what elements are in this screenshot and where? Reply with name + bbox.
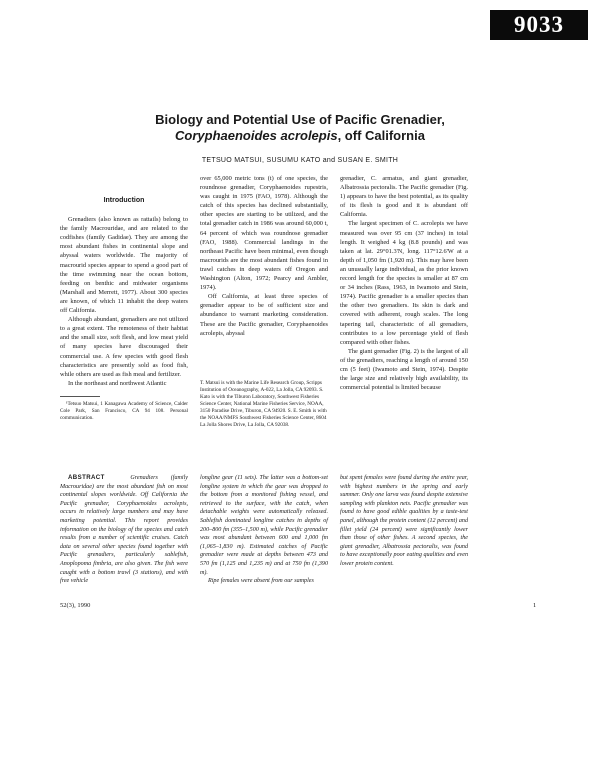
paragraph: Off California, at least three species of grenadier appear to be of sufficient size and abundance to warrant marketing consideration. These are the Pacific grenadier, Coryphaenoides acrolepis, abyssal bbox=[200, 293, 328, 337]
section-heading-introduction: Introduction bbox=[103, 197, 145, 204]
text-column-3 bbox=[340, 174, 468, 392]
abstract-text: but spent females were found during the entire year, with highest numbers in the spring and early summer. Only one larva was found despite extensive sampling with plankton nets. Pacific grenadier was found to have good edible qualities by a taste-test panel, although the protein content (12 percent) and fillet yield (24 percent) were significantly lower than those of other fishes. A second species, the giant grenadier, Albatrossia pectoralis, was found to have exceptionally poor eating qualities and even lower protein content. bbox=[340, 475, 468, 567]
paragraph: In the northeast and northwest Atlantic bbox=[68, 379, 167, 387]
article-title bbox=[60, 112, 540, 143]
abstract-text: Ripe females were absent from our samples bbox=[208, 578, 314, 585]
abstract-text: Grenadiers (family Macrouridae) are the most abundant fish on most continental slopes worldwide. Off California the Pacific grenadier, Coryphaenoides acrolepis, occurs in relatively large numbers and may have marketing potential. This report provides information on the biology of the species and catch results from a number of scientific cruises. Catch data on several other species found together with Pacific grenadiers, particularly sablefish, Anoplopoma fimbria, are also given. The fish were caught with a bottom trawl (3 stations), and with free vehicle bbox=[60, 475, 188, 585]
footnote-rule bbox=[60, 396, 100, 397]
issue-label: 52(3), 1990 bbox=[60, 602, 91, 609]
title-species: Coryphaenoides acrolepis bbox=[175, 128, 338, 143]
author-list: TETSUO MATSUI, SUSUMU KATO and SUSAN E. SMITH bbox=[201, 157, 399, 164]
text-column-1 bbox=[60, 196, 188, 422]
author-affiliations: T. Matsui is with the Marine Life Research Group, Scripps Institution of Oceanography, A-022, La Jolla, CA 92093. S. Kato is with the Tiburon Laboratory, Southwest Fisheries Science Center, National Marine Fisheries Service, NOAA, 3150 Paradise Drive, Tiburon, CA 94920. S. E. Smith is with the NOAA/NMFS Southwest Fisheries Science Center, 8604 La Jolla Shores Drive, La Jolla, CA 92038. bbox=[200, 380, 327, 428]
text-column-2 bbox=[200, 174, 328, 338]
abstract-column-1 bbox=[60, 474, 188, 586]
paragraph: The giant grenadier (Fig. 2) is the largest of all of the grenadiers, reaching a length of around 150 cm (5 feet) (Iwamoto and Stein, 1974). Despite the large size and relatively high availability, its commercial potential is limited because bbox=[340, 347, 468, 392]
footnote: ¹Tetsuo Matsui, 1 Kanagawa Academy of Science, Calder Cole Park, San Francisco, CA 94 108. Personal communication. bbox=[60, 400, 188, 421]
paragraph: grenadier, C. armatus, and giant grenadier, Albatrossia pectoralis. The Pacific grenadier (Fig. 1) appears to have the best potential, as its quality of its flesh is good and it is abundant off California. bbox=[340, 175, 468, 219]
title-location: , off California bbox=[337, 128, 425, 143]
report-number-tag: 9033 bbox=[490, 10, 588, 40]
abstract-text: longline gear (11 sets). The latter was a bottom-set longline system in which the gear was dropped to the bottom from a monitored fishing vessel, and retrieved to the surface, with the catch, when detachable weights were automatically released. Sablefish dominated longline catches in depths of 200–800 fm (355–1,500 m), while Pacific grenadier was most abundant between 600 and 1,000 fm (1,065–1,830 m). Estimated catches of Pacific grenadier were made at depths between 473 and 570 fm (1,125 and 1,235 m) and at 750 fm (1,390 m). bbox=[200, 475, 328, 576]
abstract-column-3 bbox=[340, 474, 468, 569]
paragraph: over 65,000 metric tons (t) of one species, the roundnose grenadier, Coryphaenoides rupestris, was caught in 1975 (FAO, 1978). Although the catch of this species has declined substantially, other species are starting to be utilized, and the total grenadier catch in 1986 was around 60,000 t, 64 percent of which was roundnose grenadier (FAO, 1988). Commercial landings in the northeast Pacific have been minimal, even though macrourids are the most abundant fishes found in trawl catches in deep waters off Oregon and Washington (Alton, 1972; Pearcy and Ambler, 1974). bbox=[200, 175, 328, 292]
title-line-2 bbox=[60, 128, 540, 143]
paragraph: Grenadiers (also known as rattails) belong to the family Macrouridae, and are related to the codfishes (family Gadidae). They are among the most abundant fishes in continental slope and abyssal waters worldwide. The majority of macrourid species appear to spend a good part of the time swimming near the ocean bottom, feeding on benthic and midwater organisms (Marshall and Merrett, 1977). About 300 species are known, of which 11 inhabit the deep waters off California. bbox=[60, 216, 188, 315]
paragraph: The largest specimen of C. acrolepis we have measured was over 95 cm (37 inches) in total length. It weighed 4 kg (8.8 pounds) and was taken at lat. 29°01.3'N, long. 117°12.6'W at a depth of 1,050 fm (1,920 m). This may have been an unusually large individual, as the prior known record length for the species is smaller at 87 cm or 34 inches (Rass, 1963, in Iwamoto and Stein, 1974). Pacific grenadier is a smaller species than the other two grenadiers. Its skin is dark and covered with adherent, rough scales. The long tapering tail, characteristic of all grenadiers, contributes to a low percentage yield of flesh compared with other fishes. bbox=[340, 220, 468, 346]
page-number: 1 bbox=[533, 602, 537, 609]
abstract-column-2 bbox=[200, 474, 328, 586]
paragraph: Although abundant, grenadiers are not utilized to a great extent. The remoteness of their habitat and the small size, soft flesh, and low meat yield of many species have discouraged their commercial use. A few species with good flesh characteristics are presently sold as food fish, while others are used as fish meal and fertilizer. bbox=[60, 316, 188, 378]
title-line-1: Biology and Potential Use of Pacific Grenadier, bbox=[155, 112, 445, 127]
abstract-label: ABSTRACT bbox=[68, 474, 105, 481]
